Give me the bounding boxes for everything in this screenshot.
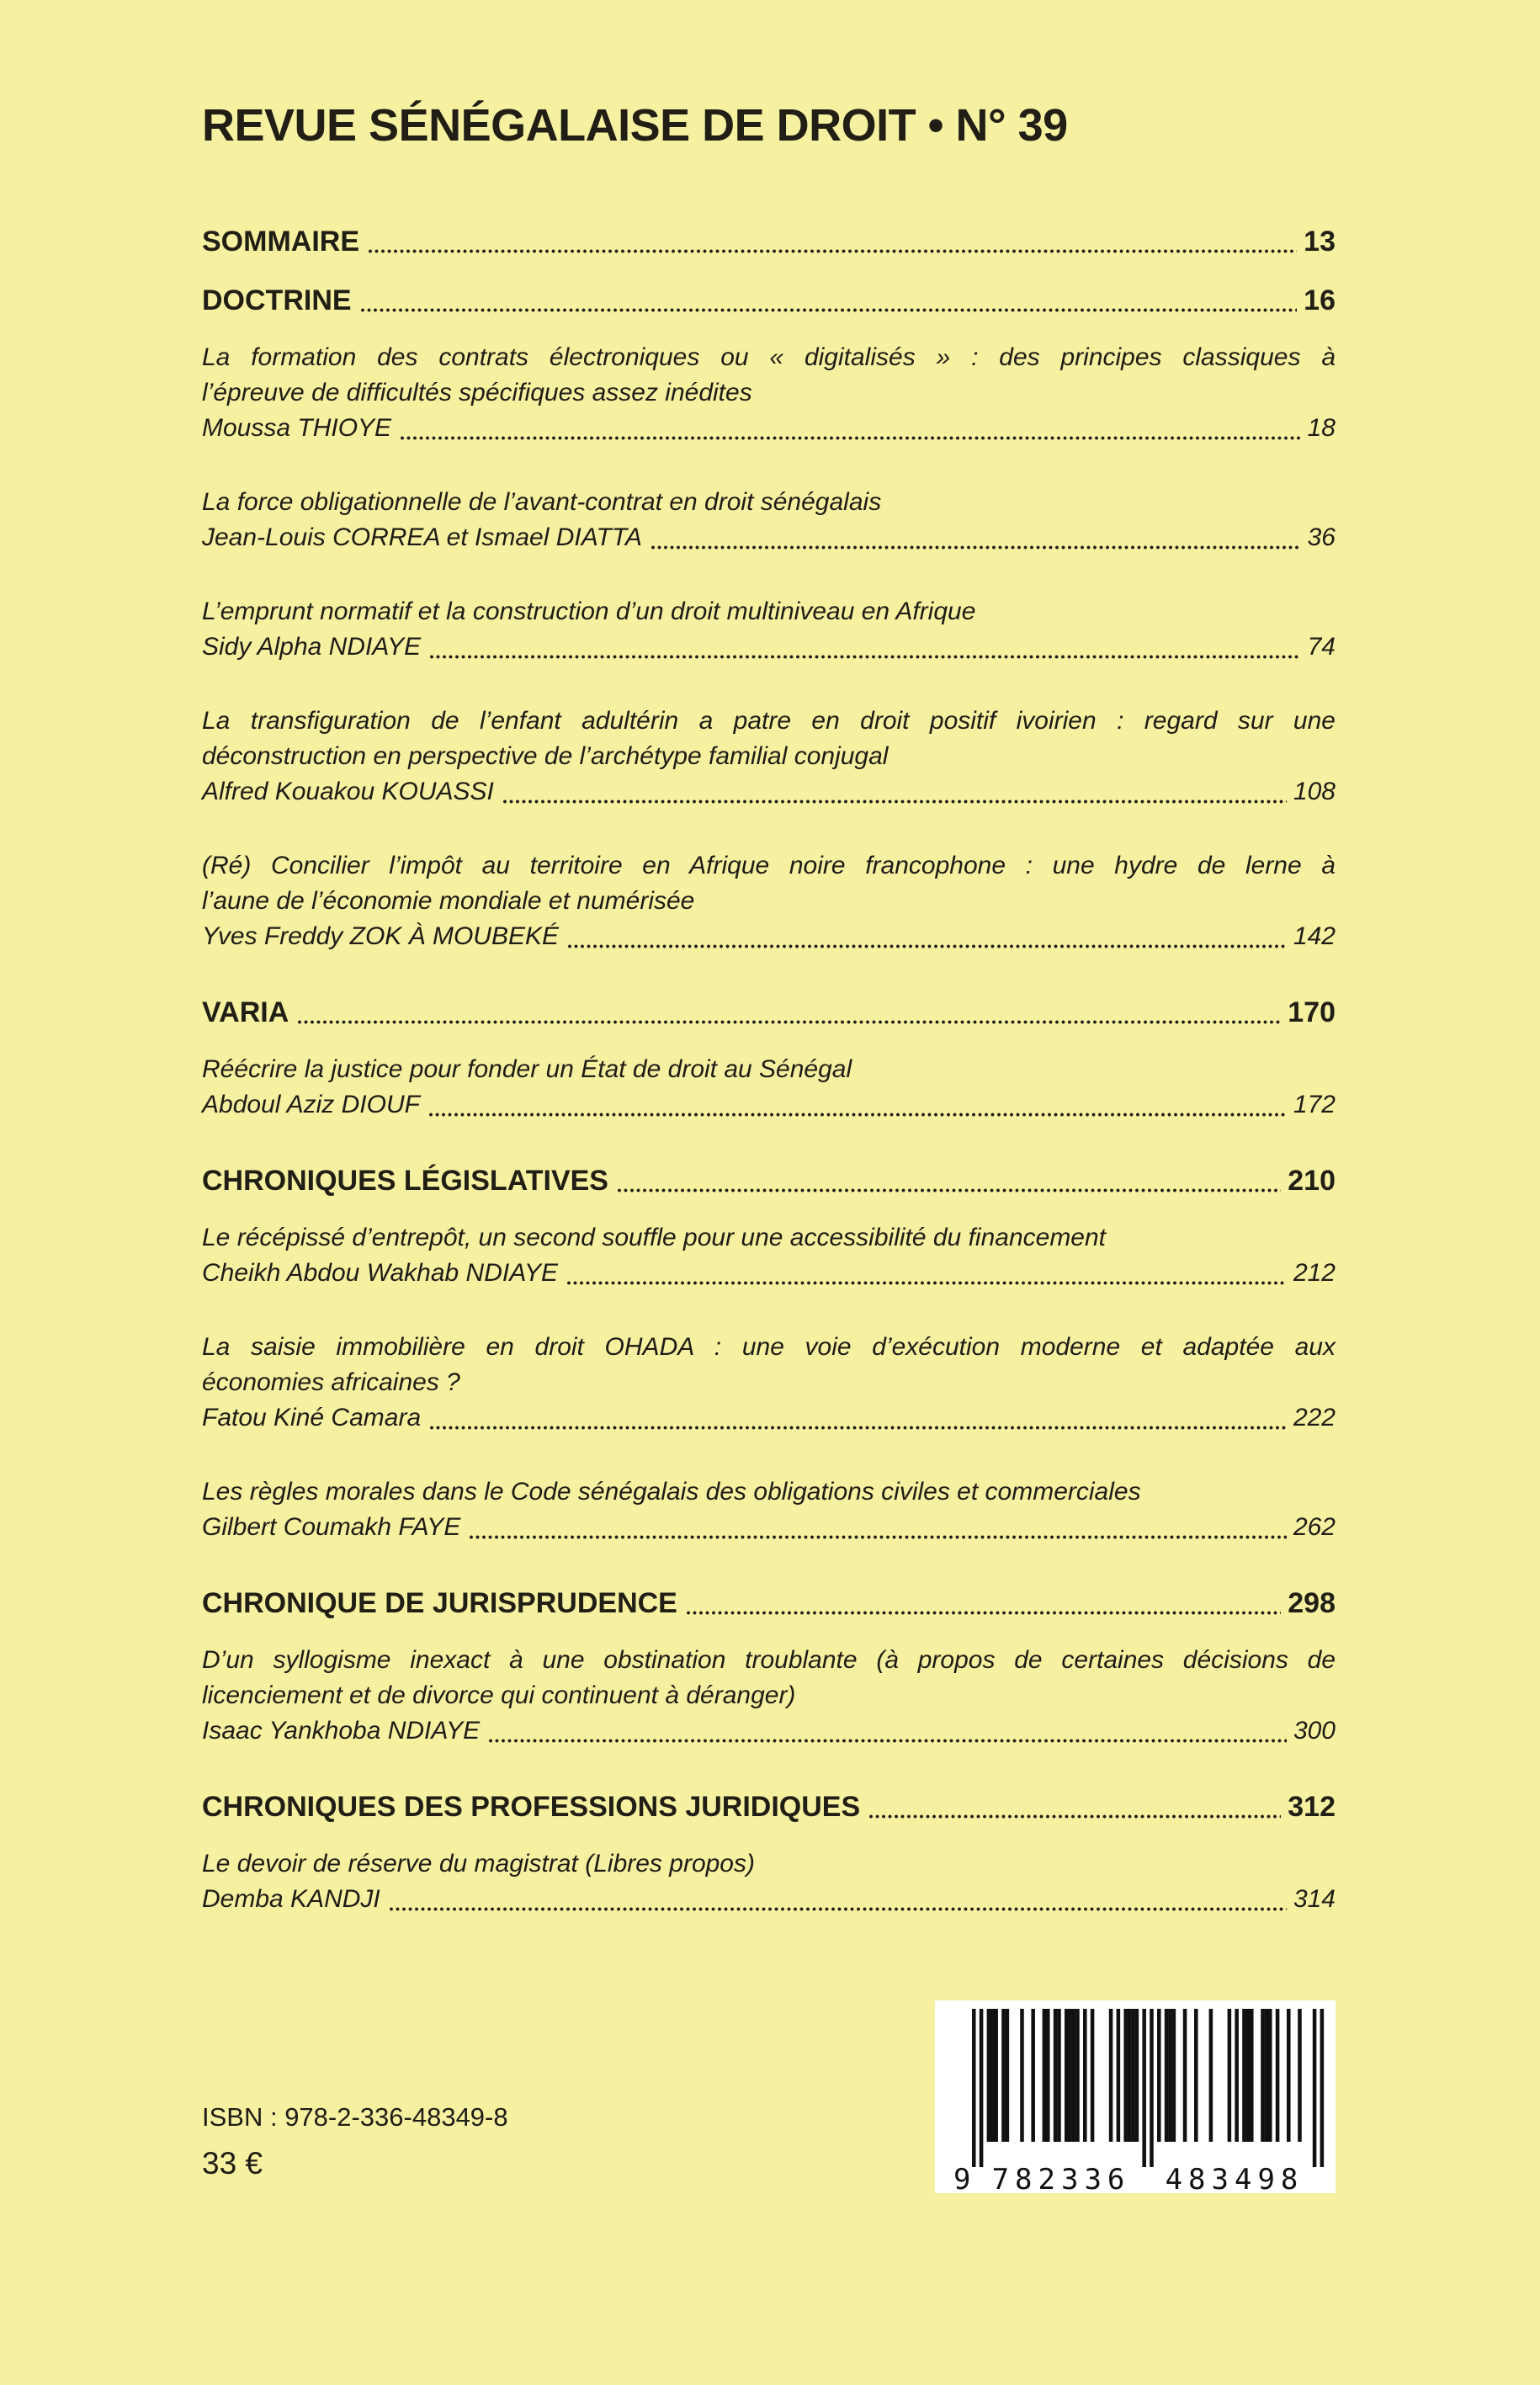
- barcode-bars: [935, 2000, 1336, 2193]
- toc-section-label: VARIA: [202, 996, 289, 1028]
- article-page-number: 36: [1307, 523, 1336, 551]
- barcode-left-digits: 782336: [991, 2163, 1131, 2193]
- article-author-row: [202, 1882, 1336, 1917]
- dotted-leader: [651, 544, 1301, 551]
- dotted-leader: [686, 1609, 1281, 1617]
- dotted-leader: [400, 434, 1301, 442]
- barcode-right-digits: 483498: [1165, 2163, 1304, 2193]
- article-page-number: 142: [1293, 922, 1336, 950]
- article-author-row: [202, 1713, 1336, 1749]
- article-title-line: Réécrire la justice pour fonder un État de droit au Sénégal: [202, 1055, 852, 1083]
- article-author: Fatou Kiné Camara: [202, 1404, 422, 1432]
- toc-section-page-number: 16: [1304, 284, 1336, 316]
- article-page-number: 222: [1293, 1404, 1336, 1432]
- toc-section-page-number: 210: [1288, 1165, 1336, 1197]
- article-title-line: l’épreuve de difficultés spécifiques assez inédites: [202, 379, 752, 406]
- dotted-leader: [488, 1737, 1287, 1745]
- barcode-first-digit: 9: [953, 2163, 971, 2193]
- toc-article-entry: [202, 848, 1336, 954]
- article-title-line: l’aune de l’économie mondiale et numérisée: [202, 887, 695, 915]
- article-author-row: [202, 1400, 1336, 1436]
- toc-section-label: CHRONIQUES LÉGISLATIVES: [202, 1165, 608, 1197]
- dotted-leader: [617, 1187, 1281, 1194]
- article-title-line: D’un syllogisme inexact à une obstination troublante (à propos de certaines décisions de: [202, 1646, 1336, 1674]
- article-author: Isaac Yankhoba NDIAYE: [202, 1717, 481, 1745]
- article-page-number: 212: [1293, 1259, 1336, 1287]
- article-page-number: 262: [1293, 1513, 1336, 1541]
- article-author: Demba KANDJI: [202, 1885, 380, 1913]
- toc-section-page-number: 312: [1288, 1791, 1336, 1823]
- dotted-leader: [429, 653, 1301, 661]
- article-title-line: déconstruction en perspective de l’archétype familial conjugal: [202, 742, 889, 770]
- toc-section-row: [202, 1787, 1336, 1826]
- article-author: Jean-Louis CORREA et Ismael DIATTA: [202, 523, 642, 551]
- dotted-leader: [360, 306, 1298, 314]
- article-title-line: La force obligationnelle de l’avant-contrat en droit sénégalais: [202, 488, 882, 516]
- article-title-line: économies africaines ?: [202, 1368, 460, 1396]
- isbn-text: ISBN : 978-2-336-48349-8: [202, 2102, 508, 2132]
- article-title-line: La formation des contrats électroniques ou « digitalisés » : des principes classiques à: [202, 343, 1336, 371]
- dotted-leader: [368, 247, 1297, 255]
- toc-section-page-number: 13: [1304, 226, 1336, 258]
- article-author: Moussa THIOYE: [202, 414, 392, 442]
- article-title-line: La saisie immobilière en droit OHADA : une voie d’exécution moderne et adaptée aux: [202, 1333, 1336, 1361]
- toc-section-row: [202, 1161, 1336, 1200]
- article-author-row: [202, 1256, 1336, 1291]
- toc-section-label: DOCTRINE: [202, 284, 352, 316]
- table-of-contents: [202, 222, 1336, 1917]
- toc-section-label: CHRONIQUES DES PROFESSIONS JURIDIQUES: [202, 1791, 861, 1823]
- dotted-leader: [297, 1018, 1281, 1026]
- article-page-number: 300: [1293, 1717, 1336, 1745]
- toc-article-entry: [202, 594, 1336, 665]
- toc-section-label: CHRONIQUE DE JURISPRUDENCE: [202, 1587, 677, 1619]
- article-page-number: 74: [1307, 633, 1336, 661]
- toc-article-entry: [202, 485, 1336, 555]
- article-author-row: [202, 919, 1336, 954]
- article-author: Gilbert Coumakh FAYE: [202, 1513, 461, 1541]
- article-author-row: [202, 520, 1336, 555]
- article-author-row: [202, 1510, 1336, 1545]
- toc-section-row: [202, 281, 1336, 320]
- article-author-row: [202, 1087, 1336, 1123]
- dotted-leader: [868, 1813, 1281, 1820]
- article-title-line: La transfiguration de l’enfant adultérin a patre en droit positif ivoirien : regard sur une: [202, 707, 1336, 735]
- toc-article-entry: [202, 1643, 1336, 1749]
- toc-section-row: [202, 993, 1336, 1032]
- toc-article-entry: [202, 704, 1336, 810]
- toc-section-label: SOMMAIRE: [202, 226, 359, 258]
- toc-section-row: [202, 222, 1336, 261]
- dotted-leader: [389, 1905, 1287, 1913]
- dotted-leader: [469, 1533, 1287, 1541]
- page-title: REVUE SÉNÉGALAISE DE DROIT • N° 39: [202, 100, 1068, 151]
- article-page-number: 18: [1307, 414, 1336, 442]
- toc-section-row: [202, 1584, 1336, 1623]
- article-author: Abdoul Aziz DIOUF: [202, 1091, 420, 1118]
- article-page-number: 314: [1293, 1885, 1336, 1913]
- toc-section-page-number: 170: [1288, 996, 1336, 1028]
- dotted-leader: [567, 943, 1287, 950]
- dotted-leader: [566, 1279, 1287, 1287]
- article-author: Yves Freddy ZOK À MOUBEKÉ: [202, 922, 559, 950]
- article-author-row: [202, 774, 1336, 810]
- toc-article-entry: [202, 1220, 1336, 1291]
- article-title-line: L’emprunt normatif et la construction d’un droit multiniveau en Afrique: [202, 598, 976, 625]
- ean-barcode: [935, 2000, 1336, 2193]
- article-page-number: 108: [1293, 778, 1336, 805]
- toc-content: [202, 99, 1336, 1956]
- article-author: Alfred Kouakou KOUASSI: [202, 778, 494, 805]
- toc-article-entry: [202, 1474, 1336, 1545]
- toc-article-entry: [202, 1052, 1336, 1123]
- article-title-line: (Ré) Concilier l’impôt au territoire en Afrique noire francophone : une hydre de lerne à: [202, 852, 1336, 879]
- dotted-leader: [428, 1111, 1287, 1118]
- article-title-line: Les règles morales dans le Code sénégalais des obligations civiles et commerciales: [202, 1478, 1141, 1506]
- toc-article-entry: [202, 340, 1336, 446]
- toc-article-entry: [202, 1846, 1336, 1917]
- article-page-number: 172: [1293, 1091, 1336, 1118]
- dotted-leader: [502, 798, 1287, 805]
- toc-article-entry: [202, 1330, 1336, 1436]
- article-author-row: [202, 629, 1336, 665]
- price-text: 33 €: [202, 2146, 263, 2180]
- toc-section-page-number: 298: [1288, 1587, 1336, 1619]
- article-title-line: Le devoir de réserve du magistrat (Libres propos): [202, 1850, 755, 1878]
- dotted-leader: [429, 1424, 1287, 1432]
- article-author-row: [202, 411, 1336, 446]
- article-title-line: licenciement et de divorce qui continuent à déranger): [202, 1681, 796, 1709]
- article-author: Cheikh Abdou Wakhab NDIAYE: [202, 1259, 559, 1287]
- article-title-line: Le récépissé d’entrepôt, un second souffle pour une accessibilité du financement: [202, 1224, 1107, 1251]
- article-author: Sidy Alpha NDIAYE: [202, 633, 422, 661]
